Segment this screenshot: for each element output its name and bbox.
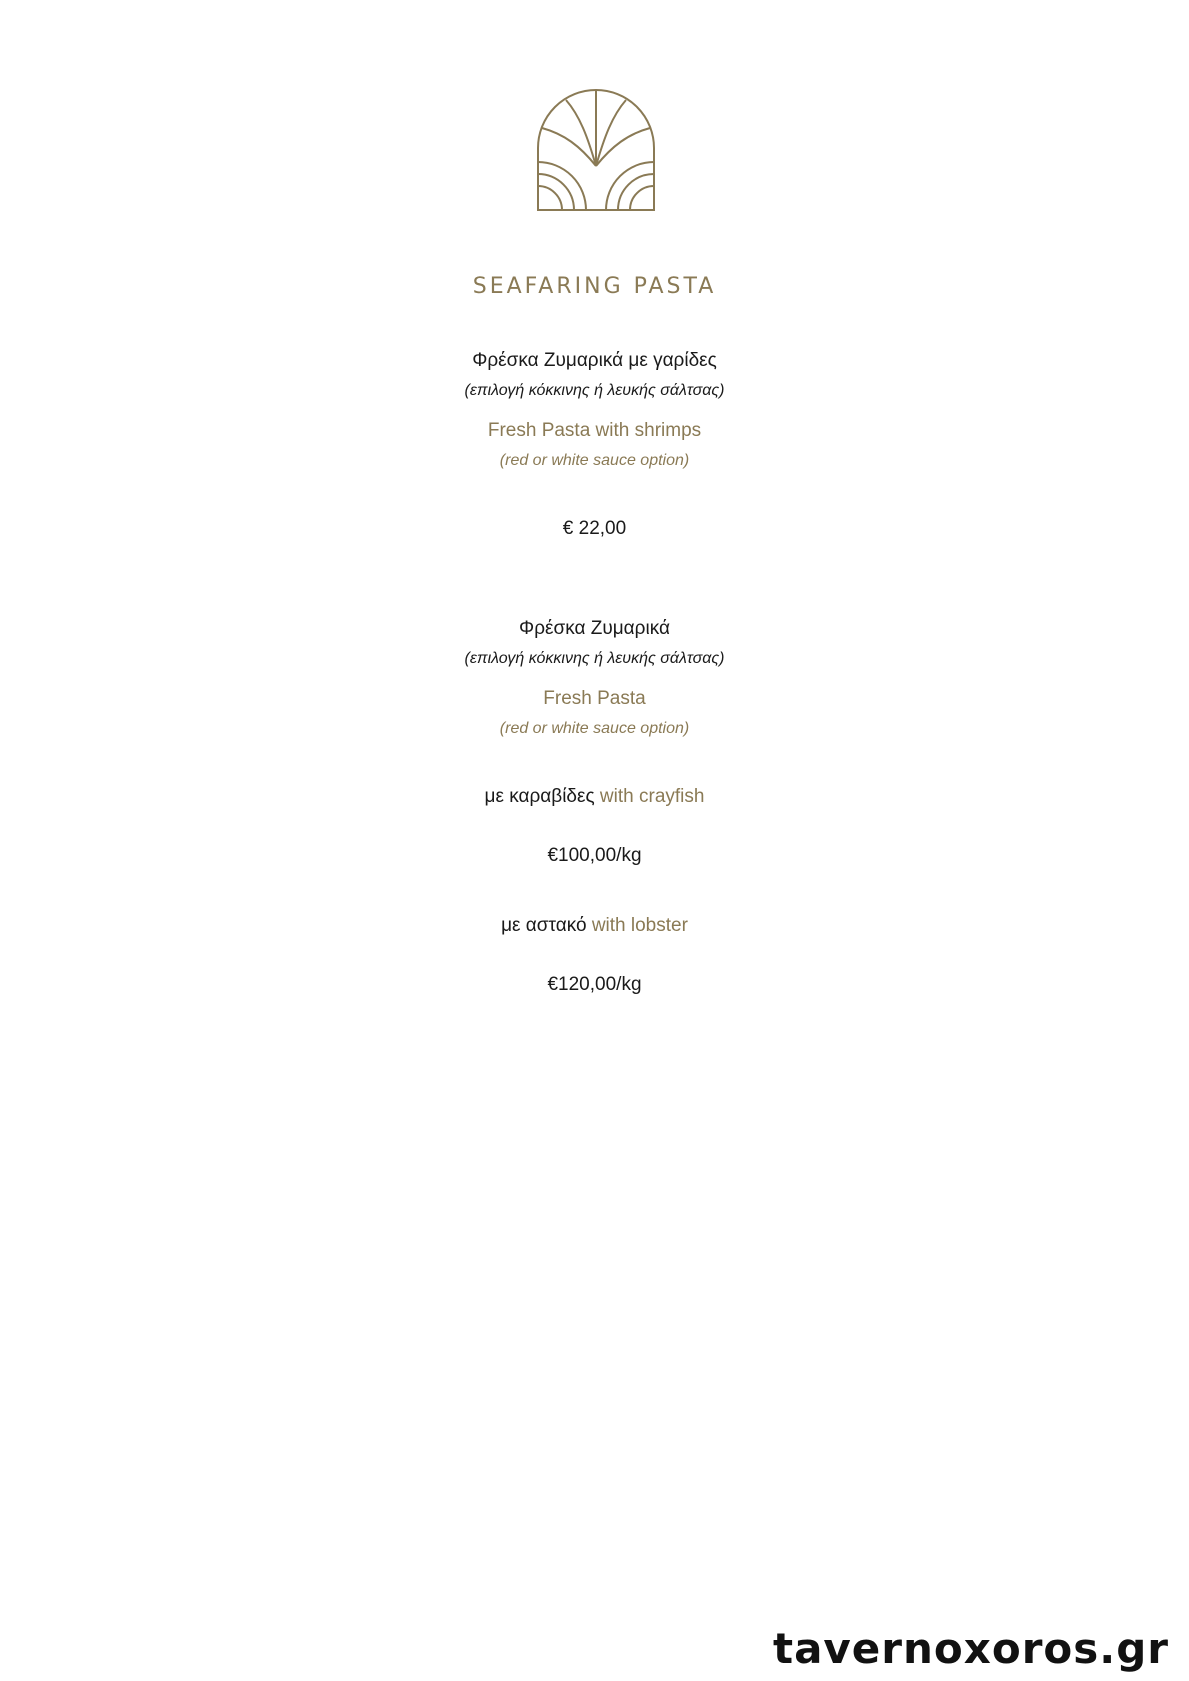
option-greek: με καραβίδες <box>484 786 595 807</box>
item-greek-name: Φρέσκα Ζυμαρικά με γαρίδες <box>472 350 717 371</box>
item-greek-note: (επιλογή κόκκινης ή λευκής σάλτσας) <box>464 382 725 399</box>
arch-fan-logo <box>536 88 656 212</box>
option-english: with lobster <box>591 915 688 936</box>
section-title: SEAFARING PASTA <box>472 274 717 299</box>
item-greek-note: (επιλογή κόκκινης ή λευκής σάλτσας) <box>464 650 725 667</box>
watermark: tavernoxoros.gr <box>769 1624 1173 1673</box>
item-english-name: Fresh Pasta with shrimps <box>487 420 702 441</box>
option-label <box>0 786 1189 808</box>
item-english-note: (red or white sauce option) <box>499 720 690 737</box>
option-greek: με αστακό <box>501 915 587 936</box>
item-english-name: Fresh Pasta <box>543 688 646 709</box>
option-price: €100,00/kg <box>547 845 642 866</box>
item-english-note: (red or white sauce option) <box>499 452 690 469</box>
option-label <box>0 915 1189 937</box>
option-price: €120,00/kg <box>547 974 642 995</box>
item-price: € 22,00 <box>562 518 627 539</box>
item-greek-name: Φρέσκα Ζυμαρικά <box>519 618 670 639</box>
option-english: with crayfish <box>599 786 705 807</box>
